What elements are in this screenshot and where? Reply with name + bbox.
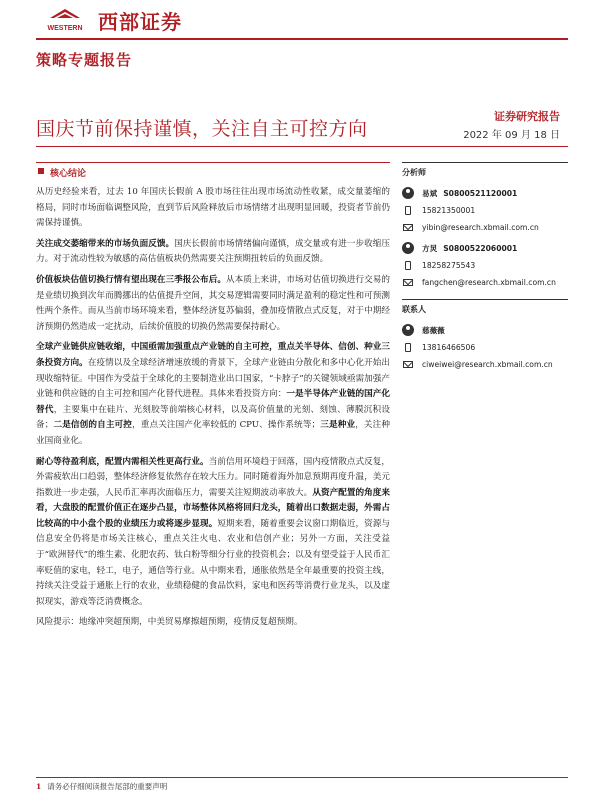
paragraph-5-lead: 耐心等待盈利底，配置内需相关性更高行业。 <box>36 456 209 467</box>
footer <box>36 781 167 792</box>
contact-header: 联系人 <box>402 299 568 315</box>
analyst-cert: S0800522060001 <box>443 243 518 253</box>
paragraph-2-lead: 关注成交萎缩带来的市场负面反馈。 <box>36 238 175 249</box>
paragraph-1: 从历史经验来看，过去 10 年国庆长假前 A 股市场往往出现市场流动性收紧，成交量萎缩的格局，同时市场面临调整风险，直到节后风险释放后市场情绪才出现明显回暖，投资者节前仍需保持谨慎。 <box>36 187 390 229</box>
report-type: 策略专题报告 <box>36 51 133 69</box>
analyst-phone: 15821350001 <box>422 206 476 215</box>
person-icon <box>402 324 414 336</box>
phone-icon <box>402 206 414 216</box>
paragraph-4-lead: 全球产业链供应链收缩，中国亟需加强重点产业链的自主可控，重点关半导体、信创、种业三条投资方向。 <box>36 342 390 368</box>
risk-warning: 风险提示：地缘冲突超预期，中美贸易摩擦超预期，疫情反复超预期。 <box>36 617 303 628</box>
person-icon <box>402 242 414 254</box>
paragraph-4: 全球产业链供应链收缩，中国亟需加强重点产业链的自主可控，重点关半导体、信创、种业三条投资方向。在疫情以及全球经济增速放缓的背景下，全球产业链由分散化和多中心化开始出现收缩特征。中国作为受益于全球化的主要制造业出口国家，“卡脖子”的关键领域亟需加强产业链和供应链的自主可控和国产化替代进程。具体来看投资方向：一是半导体产业链的国产化替代，主要集中在硅片、光刻胶等前端核心材料，以及高价值量的光刻、刻蚀、薄膜沉积设备；二是信创的自主可控，重点关注国产化率较低的 CPU、操作系统等；三是种业，关注种业国商业化。 <box>36 342 390 446</box>
analyst-card <box>402 241 568 289</box>
report-category: 证券研究报告 <box>494 110 560 123</box>
mail-icon <box>402 278 414 288</box>
header-divider <box>36 38 568 40</box>
report-title: 国庆节前保持谨慎，关注自主可控方向 <box>36 118 368 140</box>
analyst-email[interactable]: fangchen@research.xbmail.com.cn <box>422 278 556 287</box>
analyst-phone: 18258275543 <box>422 261 476 270</box>
title-divider <box>36 146 568 147</box>
phone-icon <box>402 343 414 353</box>
contact-card <box>402 323 568 371</box>
section-header <box>36 162 390 179</box>
paragraph-3-body: 从本质上来讲，市场对估值切换进行交易的是业绩切换到次年而腾挪出的估值提升空间，其交易逻辑需要同时满足盈利的稳定性和可预测性两个条件。而从当前市场环境来看，整体经济复苏偏弱，叠加疫情散点式反复，对于中期经济预期仍然造成一定扰动，后续价值股的切换仍然需要保持耐心。 <box>36 274 390 332</box>
section-label: 核心结论 <box>50 169 87 179</box>
contact-phone: 13816466506 <box>422 343 476 352</box>
paragraph-2-body: 国庆长假前市场情绪偏向谨慎，成交量或有进一步收缩压力。对于流动性较为敏感的高估值板块仍然需要关注预期扭转后的负面反馈。 <box>36 238 390 265</box>
mail-icon <box>402 360 414 370</box>
analyst-email[interactable]: yibin@research.xbmail.com.cn <box>422 223 539 232</box>
paragraph-5: 耐心等待盈利底，配置内需相关性更高行业。当前信用环境趋于回落，国内疫情散点式反复，外需疲软出口趋弱，整体经济修复依然存在较大压力。同时随着海外加息预期再度升温，美元指数进一步走强，人民币汇率再次面临压力，需要关注短期波动率放大。从资产配置的角度来看，大盘股的配置价值正在逐步凸显，市场整体风格将回归龙头，随着出口数据走弱，外需占比较高的中小盘个股的业绩压力或将逐步显现。短期来看，随着重要会议窗口期临近，资源与信息安全仍将是市场关注核心，重点关注火电、农业和信创产业；另外一方面，关注受益于“欧洲替代”的维生素、化肥农药、钛白粉等细分行业的投资机会；以及有望受益于人民币汇率贬值的家电，轻工，电子，通信等行业。从中期来看，通胀依然是全年最重要的投资主线，持续关注受益于通胀上行的农业，业绩稳健的食品饮料，家电和医药等消费行业龙头，以及虚拟现实，游戏等泛消费概念。 <box>36 456 390 607</box>
footer-disclaimer: 请务必仔细阅读报告尾部的重要声明 <box>47 782 168 791</box>
paragraph-3-lead: 价值板块估值切换行情有望出现在三季报公布后。 <box>36 274 226 285</box>
contact-email[interactable]: ciweiwei@research.xbmail.com.cn <box>422 360 553 369</box>
analyst-name: 方炅 <box>422 243 438 253</box>
analyst-card <box>402 186 568 234</box>
analysts-header: 分析师 <box>402 162 568 178</box>
western-logo-icon <box>40 6 90 34</box>
main-content <box>36 162 390 630</box>
logo-text: WESTERN <box>47 25 83 32</box>
contact-name: 慈薇薇 <box>422 325 445 335</box>
section-marker-icon <box>38 168 44 174</box>
paragraph-3 <box>36 273 390 335</box>
analyst-cert: S0800521120001 <box>443 188 518 198</box>
footer-divider <box>36 777 568 778</box>
person-icon <box>402 187 414 199</box>
analyst-name: 易斌 <box>422 188 438 198</box>
author-sidebar <box>402 162 568 378</box>
page-number: 1 <box>36 782 42 791</box>
mail-icon <box>402 223 414 233</box>
report-date: 2022 年 09 月 18 日 <box>463 130 560 141</box>
brand-name: 西部证券 <box>98 10 182 34</box>
phone-icon <box>402 261 414 271</box>
paragraph-2 <box>36 237 390 268</box>
